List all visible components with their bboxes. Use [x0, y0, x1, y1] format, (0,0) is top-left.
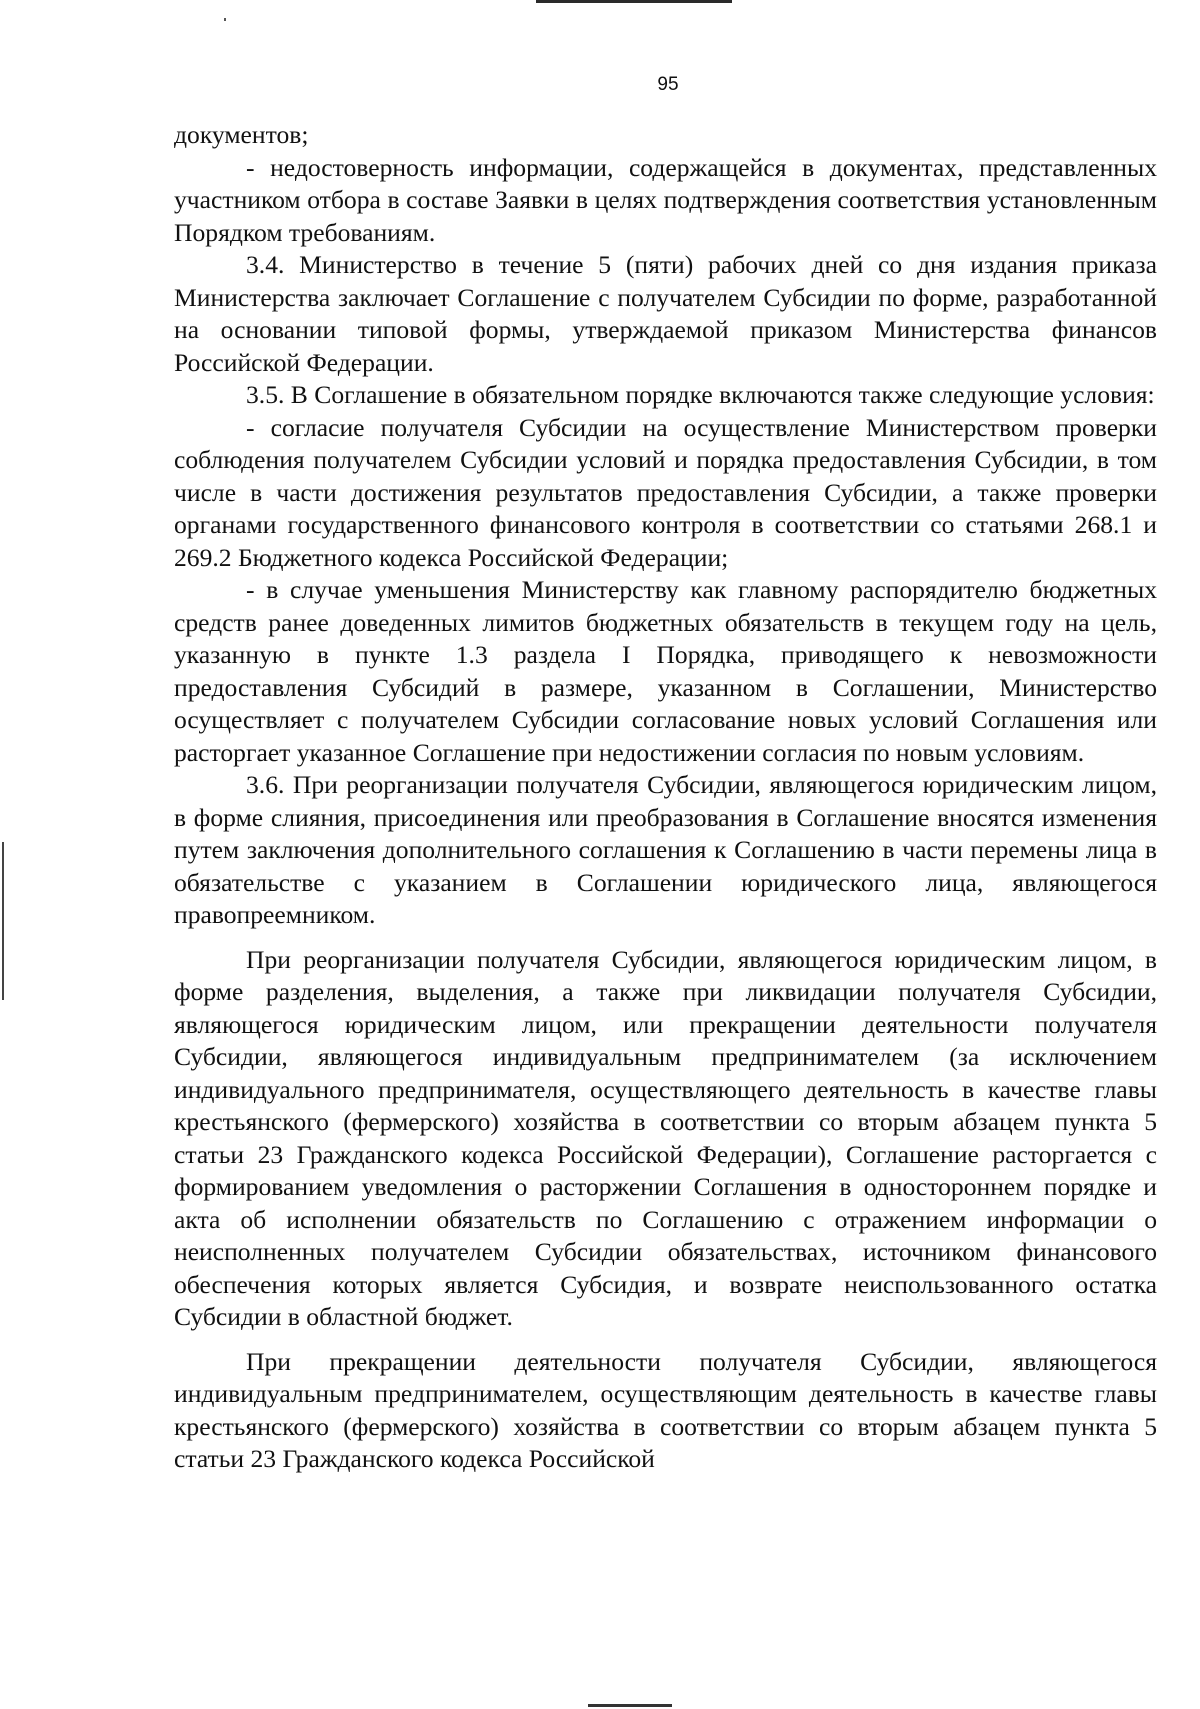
paragraph-body: При прекращении деятельности получателя Субсидии, являющегося индивидуальным предпринимателем, осуществляющим деятельность в качестве главы крестьянского (фермерского) хозяйства в соответствии со вторым абзацем пункта 5 статьи 23 Гражданского кодекса Российской: [174, 1346, 1157, 1473]
paragraph-list-item: - в случае уменьшения Министерству как главному распорядителю бюджетных средств ранее доведенных лимитов бюджетных обязательств в текущем году на цель, указанную в пункте 1.3 раздела I Порядка, приводящего к невозможности предоставления Субсидий в размере, указанном в Соглашении, Министерство осуществляет с получателем Субсидии согласование новых условий Соглашения или расторгает указанное Соглашение при недостижении согласия по новым условиям.: [174, 575, 1157, 767]
paragraph-body: При реорганизации получателя Субсидии, являющегося юридическим лицом, в форме разделения, выделения, а также при ликвидации получателя Субсидии, являющегося юридическим лицом, или прекращении деятельности получателя Субсидии, являющегося индивидуальным предпринимателем (за исключением индивидуального предпринимателя, осуществляющего деятельность в качестве главы крестьянского (фермерского) хозяйства в соответствии со вторым абзацем пункта 5 статьи 23 Гражданского кодекса Российской Федерации), Соглашение расторгается с формированием уведомления о расторжении Соглашения в одностороннем порядке и акта об исполнении обязательств по Соглашению с отражением информации о неисполненных получателем Субсидии обязательствах, источником финансового обеспечения которых является Субсидия, и возврате неиспользованного остатка Субсидии в областной бюджет.: [174, 944, 1157, 1331]
paragraph-clause-3-5: 3.5. В Соглашение в обязательном порядке включаются также следующие условия:: [246, 380, 1155, 409]
paragraph-list-item: - согласие получателя Субсидии на осуществление Министерством проверки соблюдения получателем Субсидии условий и порядка предоставления Субсидии, в том числе в части достижения результатов предоставления Субсидии, а также проверки органами государственного финансового контроля в соответствии со статьями 268.1 и 269.2 Бюджетного кодекса Российской Федерации;: [174, 412, 1157, 572]
paragraph-clause-3-6: 3.6. При реорганизации получателя Субсидии, являющегося юридическим лицом, в форме слияния, присоединения или преобразования в Соглашение вносятся изменения путем заключения дополнительного соглашения к Соглашению в части перемены лица в обязательстве с указанием в Соглашении юридического лица, являющегося правопреемником.: [174, 770, 1157, 929]
paragraph-clause-3-4: 3.4. Министерство в течение 5 (пяти) рабочих дней со дня издания приказа Министерства заключает Соглашение с получателем Субсидии по форме, разработанной на основании типовой формы, утверждаемой приказом Министерства финансов Российской Федерации.: [174, 250, 1157, 377]
paragraph-list-item: - недостоверность информации, содержащейся в документах, представленных участником отбора в составе Заявки в целях подтверждения соответствия установленным Порядком требованиям.: [174, 152, 1157, 247]
document-body: [174, 119, 1157, 1476]
scan-edge-left: [2, 842, 4, 1000]
scan-speck: [224, 18, 226, 21]
paragraph-continuation: документов;: [174, 120, 309, 149]
scan-mark-top: [536, 0, 732, 3]
page-number: 95: [657, 74, 679, 95]
scan-mark-bottom: [588, 1704, 672, 1707]
